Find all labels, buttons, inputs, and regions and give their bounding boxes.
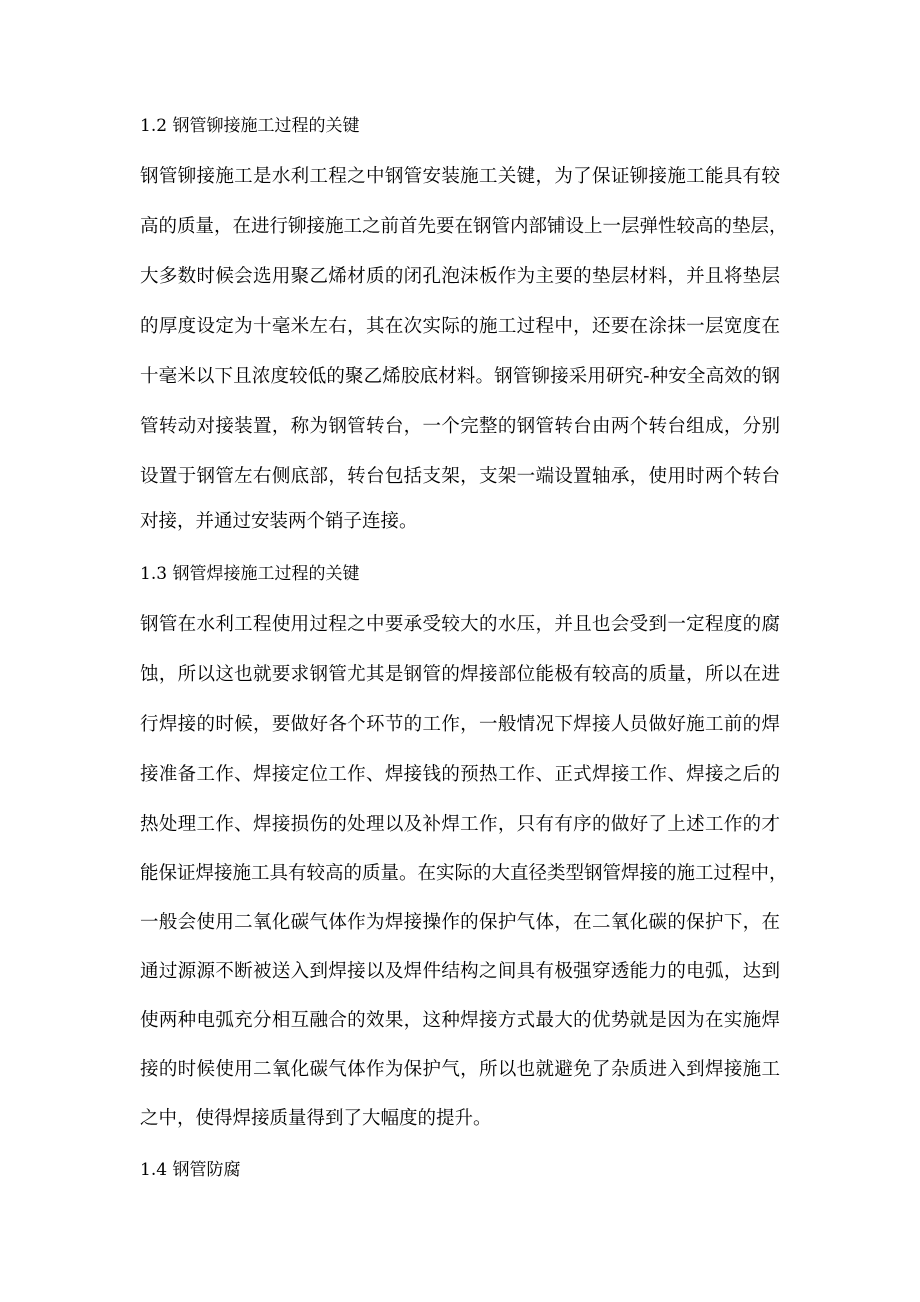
paragraph-line: 使两种电弧充分相互融合的效果，这种焊接方式最大的优势就是因为在实施焊 — [140, 1010, 780, 1031]
paragraph-line: 一般会使用二氧化碳气体作为焊接操作的保护气体，在二氧化碳的保护下，在 — [140, 912, 780, 933]
paragraph-line: 钢管在水利工程使用过程之中要承受较大的水压，并且也会受到一定程度的腐 — [140, 614, 780, 635]
paragraph-line: 钢管铆接施工是水利工程之中钢管安装施工关键，为了保证铆接施工能具有较 — [140, 166, 780, 187]
paragraph-line: 通过源源不断被送入到焊接以及焊件结构之间具有极强穿透能力的电弧，达到 — [140, 961, 780, 982]
paragraph-line: 之中，使得焊接质量得到了大幅度的提升。 — [140, 1108, 492, 1129]
paragraph-line: 接准备工作、焊接定位工作、焊接钱的预热工作、正式焊接工作、焊接之后的 — [140, 764, 780, 785]
paragraph-line: 大多数时候会选用聚乙烯材质的闭孔泡沫板作为主要的垫层材料，并且将垫层 — [140, 266, 780, 287]
section-heading: 1.2 钢管铆接施工过程的关键 — [140, 116, 360, 136]
paragraph-line: 行焊接的时候，要做好各个环节的工作，一般情况下焊接人员做好施工前的焊 — [140, 714, 780, 735]
paragraph-line: 对接，并通过安装两个销子连接。 — [140, 511, 418, 532]
paragraph-line: 接的时候使用二氧化碳气体作为保护气，所以也就避免了杂质进入到焊接施工 — [140, 1059, 780, 1080]
paragraph-line: 设置于钢管左右侧底部，转台包括支架，支架一端设置轴承，使用时两个转台 — [140, 466, 780, 487]
paragraph-line: 十毫米以下且浓度较低的聚乙烯胶底材料。钢管铆接采用研究-种安全高效的钢 — [140, 366, 780, 387]
paragraph-line: 高的质量，在进行铆接施工之前首先要在钢管内部铺设上一层弹性较高的垫层， — [140, 216, 788, 237]
paragraph-line: 能保证焊接施工具有较高的质量。在实际的大直径类型钢管焊接的施工过程中， — [140, 863, 788, 884]
section-heading: 1.4 钢管防腐 — [140, 1160, 241, 1180]
paragraph-line: 蚀，所以这也就要求钢管尤其是钢管的焊接部位能极有较高的质量，所以在进 — [140, 664, 780, 685]
section-heading: 1.3 钢管焊接施工过程的关键 — [140, 564, 360, 584]
paragraph-line: 热处理工作、焊接损伤的处理以及补焊工作，只有有序的做好了上述工作的才 — [140, 814, 780, 835]
paragraph-line: 管转动对接装置，称为钢管转台，一个完整的钢管转台由两个转台组成，分别 — [140, 416, 780, 437]
paragraph-line: 的厚度设定为十毫米左右，其在次实际的施工过程中，还要在涂抹一层宽度在 — [140, 316, 780, 337]
